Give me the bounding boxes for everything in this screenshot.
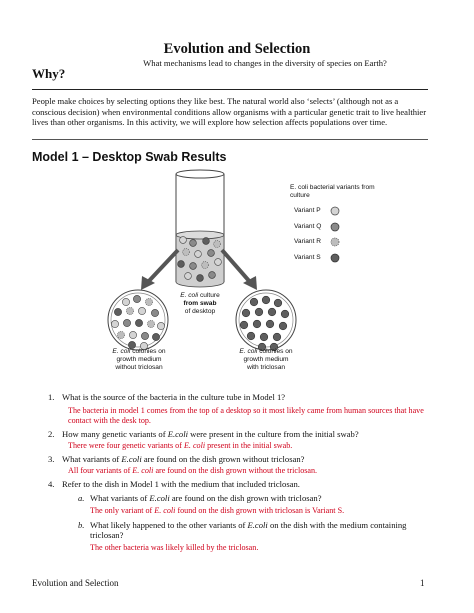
dish-without-triclosan-label: E. coli colonies on growth medium without triclosan	[112, 348, 166, 371]
question-3: What variants of E.coli are found on the dish grown without triclosan?	[62, 454, 305, 464]
answer-2: There were four genetic variants of E. coli present in the initial swab.	[68, 441, 293, 450]
variant-r-swatch	[331, 238, 339, 246]
page-title: Evolution and Selection	[163, 41, 311, 57]
variant-q-swatch	[331, 223, 339, 231]
answer-4b: The other bacteria was likely killed by the triclosan.	[90, 543, 259, 552]
question-4: Refer to the dish in Model 1 with the medium that included triclosan.	[62, 479, 300, 489]
answer-1: The bacteria in model 1 comes from the top of a desktop so it most likely came from human sources that have contact with the desk top.	[68, 406, 424, 425]
legend-swatches	[331, 207, 339, 262]
question-4a: What variants of E.coli are found on the dish grown with triclosan?	[90, 493, 322, 503]
page-number: 1	[420, 578, 425, 588]
question-4b-letter: b.	[78, 520, 85, 530]
why-heading: Why?	[32, 66, 66, 81]
dish-with-triclosan-label: E. coli colonies on growth medium with triclosan	[239, 348, 293, 371]
question-3-number: 3.	[48, 454, 55, 464]
footer-title: Evolution and Selection	[32, 578, 119, 588]
intro-paragraph: People make choices by selecting options they like best. The natural world also ‘selects’ (although not as a conscious decision) when environmental conditions allow organisms with a particular genetic trait to live healthier lives than other organisms. In this activity, we will explore how selection affects populations over time.	[32, 96, 427, 128]
answer-4a: The only variant of E. coli found on the dish grown with triclosan is Variant S.	[90, 506, 345, 515]
legend-variant-r: Variant R	[294, 238, 321, 245]
question-2: How many genetic variants of E.coli were present in the culture from the initial swab?	[62, 429, 359, 439]
culture-tube	[176, 170, 224, 287]
question-1-number: 1.	[48, 392, 55, 402]
legend-variant-q: Variant Q	[294, 223, 322, 230]
model-heading: Model 1 – Desktop Swab Results	[32, 150, 227, 164]
arrow-left-icon	[141, 250, 178, 290]
question-4-number: 4.	[48, 479, 55, 489]
dish-with-triclosan	[236, 290, 296, 351]
question-4a-letter: a.	[78, 493, 85, 503]
legend-title: E. coli bacterial variants from culture	[290, 184, 375, 199]
answer-3: All four variants of E. coli are found on the dish grown without the triclosan.	[68, 466, 318, 475]
dish-without-triclosan	[108, 290, 168, 350]
legend-variant-s: Variant S	[294, 254, 321, 261]
legend-variant-p: Variant P	[294, 207, 321, 214]
arrow-right-icon	[222, 250, 257, 290]
culture-label: E. coli culture from swab of desktop	[180, 292, 220, 315]
question-1: What is the source of the bacteria in the culture tube in Model 1?	[62, 392, 286, 402]
variant-s-swatch	[331, 254, 339, 262]
question-2-number: 2.	[48, 429, 55, 439]
page-subtitle: What mechanisms lead to changes in the diversity of species on Earth?	[143, 58, 387, 68]
variant-p-swatch	[331, 207, 339, 215]
question-4b: What likely happened to the other variants of E.coli on the dish with the medium containing triclosan?	[90, 520, 407, 540]
